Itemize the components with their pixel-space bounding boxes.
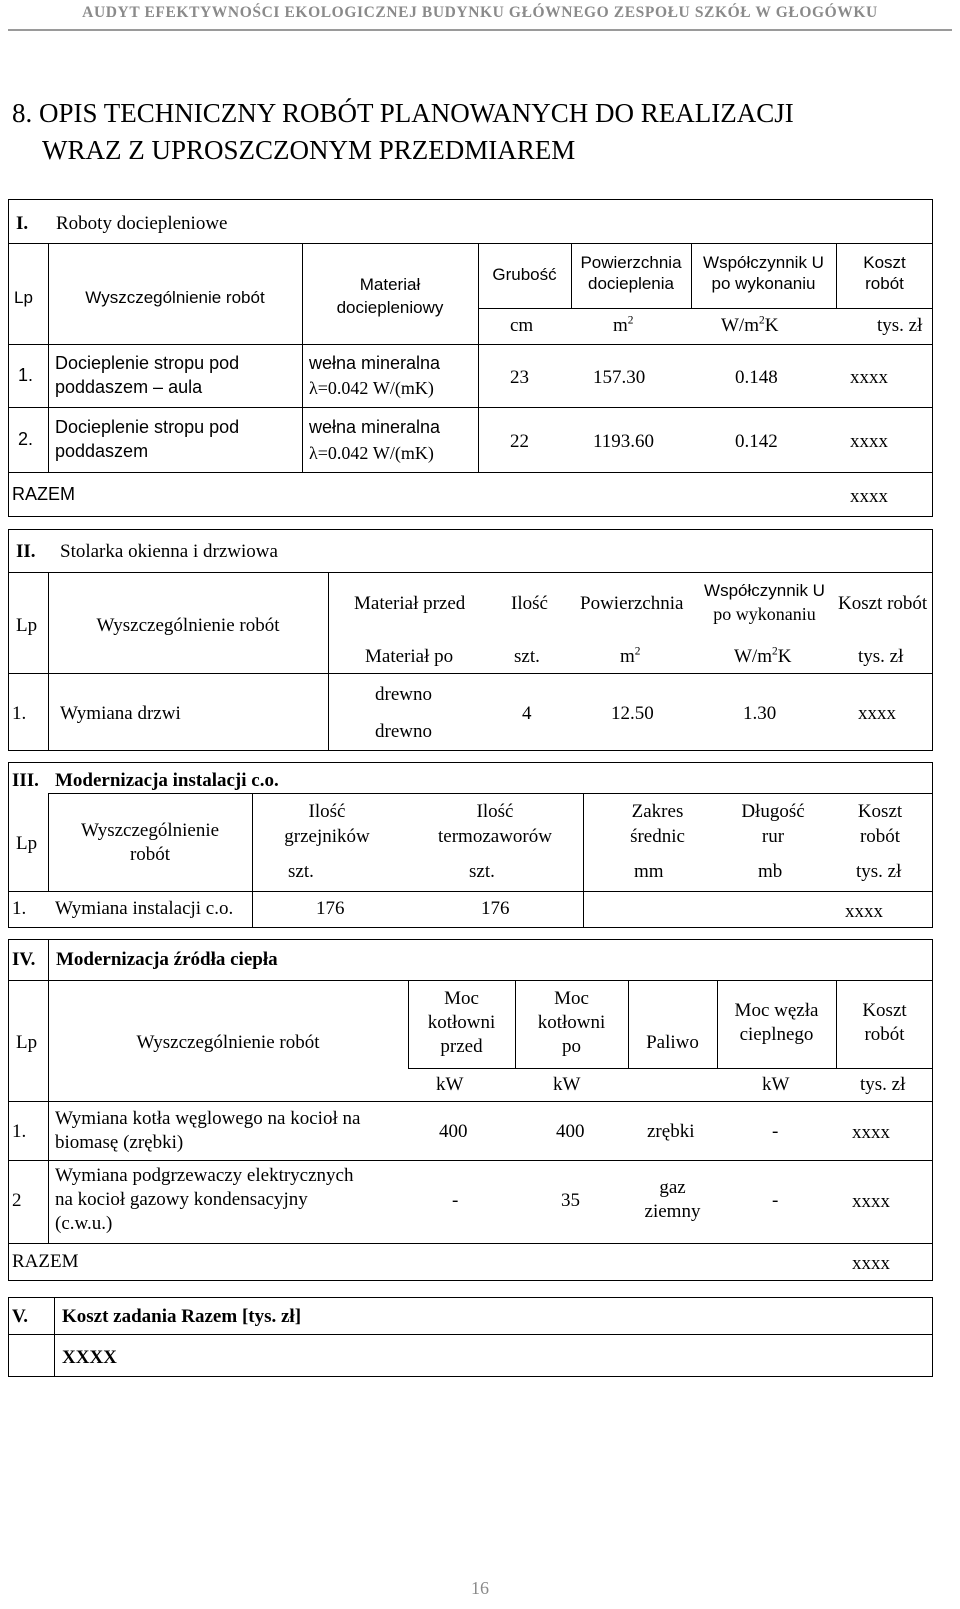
s1-row1-lp: 1. [18, 365, 34, 385]
s5-value: XXXX [62, 1347, 117, 1368]
s4-header-cost-1: Koszt [862, 1000, 907, 1021]
section-title-line-1: 8. OPIS TECHNICZNY ROBÓT PLANOWANYCH DO REALIZACJI [12, 98, 794, 128]
s4-header-power-before-1: Moc [444, 988, 479, 1009]
s4-row2-power-before: - [452, 1190, 459, 1211]
s4-header-power-before-3: przed [440, 1036, 483, 1057]
s2-header-desc: Wyszczególnienie robót [96, 615, 280, 636]
s4-total-label: RAZEM [12, 1251, 79, 1272]
s3-header-diameters-2: średnic [630, 826, 685, 847]
s1-unit-thickness: cm [510, 315, 534, 336]
s1-row1-material-2: λ=0.042 W/(mK) [309, 378, 434, 398]
s2-row-area: 12.50 [611, 703, 654, 724]
s4-row1-power-before: 400 [439, 1121, 468, 1142]
s1-header-thickness: Grubość [492, 265, 557, 284]
s1-row1-material-1: wełna mineralna [309, 353, 441, 373]
s4-row2-fuel-1: gaz [659, 1177, 686, 1198]
section-title [12, 95, 794, 169]
s2-header-area: Powierzchnia [580, 593, 684, 614]
s4-row2-desc-1: Wymiana podgrzewaczy elektrycznych [55, 1165, 354, 1186]
s2-number: II. [16, 541, 36, 562]
s2-unit-u: $W/m^2K$ [734, 645, 792, 667]
s4-row2-node: - [772, 1190, 779, 1211]
s1-header-material-2: dociepleniowy [336, 298, 444, 317]
s3-header-desc-1: Wyszczególnienie [80, 820, 220, 841]
s4-row2-fuel-2: ziemny [644, 1201, 701, 1222]
s4-header-cost-2: robót [864, 1024, 905, 1045]
s3-header-desc-2: robót [129, 844, 171, 865]
s1-row1-desc-2: poddaszem – aula [55, 377, 203, 397]
s4-unit-node: kW [762, 1074, 790, 1095]
s4-row1-desc-1: Wymiana kotła węglowego na kocioł na [55, 1108, 361, 1129]
s3-row-valves: 176 [481, 898, 510, 919]
s1-header-area-2: docieplenia [587, 274, 674, 293]
s3-unit-valves: szt. [469, 861, 495, 882]
s1-header-material-1: Materiał [359, 275, 421, 294]
s4-row1-cost: xxxx [852, 1122, 890, 1143]
s4-header-power-before-2: kotłowni [427, 1012, 496, 1033]
s4-title: Modernizacja źródła ciepła [56, 949, 278, 970]
s4-row1-power-after: 400 [556, 1121, 585, 1142]
s1-row2-lp: 2. [18, 429, 34, 449]
s4-header-node-2: cieplnego [739, 1024, 814, 1045]
s1-header-u-2: po wykonaniu [711, 274, 816, 293]
s4-unit-power-after: kW [553, 1074, 581, 1095]
s2-unit-cost: tys. zł [858, 646, 904, 667]
s1-title: Roboty dociepleniowe [56, 213, 228, 234]
s3-header-diameters-1: Zakres [631, 801, 684, 822]
s3-row-radiators: 176 [316, 898, 345, 919]
s3-unit-diameters: mm [634, 861, 664, 882]
s2-row-qty: 4 [522, 703, 532, 724]
s4-unit-cost: tys. zł [860, 1074, 906, 1095]
s4-row2-desc-3: (c.w.u.) [55, 1213, 113, 1234]
s1-row2-u: 0.142 [735, 431, 778, 452]
s4-header-fuel: Paliwo [646, 1032, 699, 1053]
s2-header-cost: Koszt robót [838, 593, 928, 614]
s1-unit-area: $m^2$ [613, 314, 634, 336]
s4-unit-power-before: kW [436, 1074, 464, 1095]
s2-row-material-after: drewno [375, 721, 432, 742]
s2-header-material-before: Materiał przed [354, 593, 466, 614]
s3-header-valves-1: Ilość [476, 801, 514, 822]
s3-header-cost-2: robót [859, 826, 901, 847]
s4-header-lp: Lp [16, 1032, 38, 1053]
s4-row2-lp: 2 [12, 1190, 22, 1211]
s3-header-length-1: Długość [741, 801, 805, 822]
s4-header-power-after-3: po [562, 1036, 581, 1057]
s3-header-cost-1: Koszt [857, 801, 903, 822]
s5-title: Koszt zadania Razem [tys. zł] [62, 1306, 302, 1327]
s1-row1-thickness: 23 [510, 367, 529, 388]
s1-row2-material-1: wełna mineralna [309, 417, 441, 437]
s2-unit-area: $m^2$ [620, 645, 641, 667]
s3-unit-radiators: szt. [288, 861, 314, 882]
page-number: 16 [471, 1578, 489, 1598]
s3-header-valves-2: termozaworów [438, 826, 552, 847]
s2-header-lp: Lp [16, 615, 38, 636]
s2-header-qty: Ilość [511, 593, 548, 614]
s3-unit-length: mb [758, 861, 783, 882]
s4-row2-power-after: 35 [561, 1190, 580, 1211]
s4-header-desc: Wyszczególnienie robót [136, 1032, 320, 1053]
s1-unit-cost: tys. zł [877, 315, 923, 336]
s1-header-u-1: Współczynnik U [703, 253, 824, 272]
s4-row1-desc-2: biomasę (zrębki) [55, 1132, 184, 1153]
s1-unit-u: $W/m^2K$ [721, 314, 779, 336]
s1-row2-area: 1193.60 [593, 431, 655, 452]
s2-header-u-1: Współczynnik U [704, 581, 825, 600]
s3-header-radiators-2: grzejników [284, 826, 370, 847]
s4-row2-cost: xxxx [852, 1191, 890, 1212]
s2-unit-qty: szt. [514, 646, 540, 667]
s2-header-material-after: Materiał po [365, 646, 454, 667]
s1-row2-thickness: 22 [510, 431, 529, 452]
s1-row2-material-2: λ=0.042 W/(mK) [309, 443, 434, 463]
s4-header-node-1: Moc węzła [734, 1000, 819, 1021]
s3-header-length-2: rur [761, 826, 785, 847]
s3-title: Modernizacja instalacji c.o. [55, 770, 279, 791]
s3-header-radiators-1: Ilość [308, 801, 346, 822]
s1-header-cost-1: Koszt [863, 253, 906, 272]
s1-row2-desc-1: Docieplenie stropu pod [55, 417, 240, 437]
header-rule [8, 29, 952, 31]
s1-row1-desc-1: Docieplenie stropu pod [55, 353, 240, 373]
s4-row1-lp: 1. [12, 1121, 27, 1142]
s2-header-u-2: po wykonaniu [713, 604, 816, 624]
s2-row-lp: 1. [12, 703, 27, 724]
s1-total-cost: xxxx [850, 486, 888, 507]
s1-total-label: RAZEM [12, 484, 75, 504]
s4-header-power-after-1: Moc [554, 988, 589, 1009]
s1-number: I. [16, 213, 29, 234]
s1-header-area-1: Powierzchnia [580, 253, 682, 272]
s4-number: IV. [12, 949, 36, 970]
s4-row1-fuel: zrębki [647, 1121, 695, 1142]
s3-header-lp: Lp [16, 833, 38, 854]
s2-row-desc: Wymiana drzwi [60, 703, 181, 724]
s3-row-cost: xxxx [845, 901, 883, 922]
s4-total-cost: xxxx [852, 1253, 890, 1274]
s2-row-material-before: drewno [375, 684, 432, 705]
s4-header-power-after-2: kotłowni [537, 1012, 606, 1033]
s5-number: V. [12, 1306, 29, 1327]
s4-row1-node: - [772, 1121, 779, 1142]
s3-unit-cost: tys. zł [856, 861, 902, 882]
s1-header-desc: Wyszczególnienie robót [85, 288, 265, 307]
s2-row-u: 1.30 [743, 703, 777, 724]
section-title-line-2: WRAZ Z UPROSZCZONYM PRZEDMIAREM [42, 135, 576, 165]
s2-title: Stolarka okienna i drzwiowa [60, 541, 278, 562]
s1-row1-u: 0.148 [735, 367, 778, 388]
s1-header-lp: Lp [14, 288, 33, 307]
s1-row1-cost: xxxx [850, 367, 888, 388]
s3-row-lp: 1. [12, 898, 27, 919]
s3-number: III. [12, 770, 39, 791]
s1-row1-area: 157.30 [593, 367, 646, 388]
s1-header-cost-2: robót [865, 274, 904, 293]
s1-row2-desc-2: poddaszem [55, 441, 149, 461]
document-header: AUDYT EFEKTYWNOŚCI EKOLOGICZNEJ BUDYNKU GŁÓWNEGO ZESPOŁU SZKÓŁ W GŁOGÓWKU [82, 4, 878, 21]
s3-row-desc: Wymiana instalacji c.o. [55, 898, 234, 919]
s4-row2-desc-2: na kocioł gazowy kondensacyjny [55, 1189, 308, 1210]
s2-row-cost: xxxx [858, 703, 896, 724]
s1-row2-cost: xxxx [850, 431, 888, 452]
